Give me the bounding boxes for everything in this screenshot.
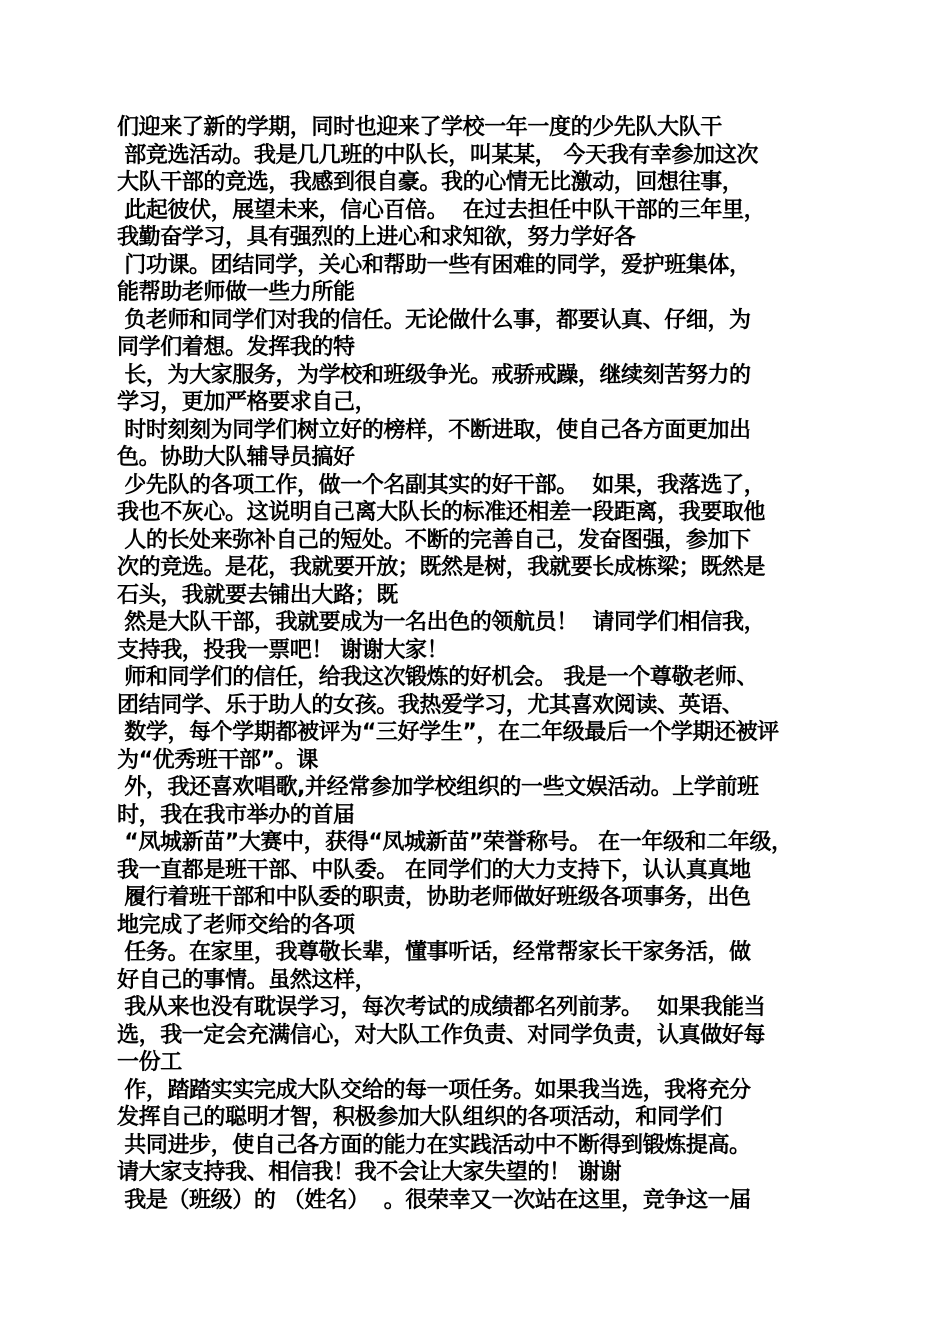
text-line: 作，踏踏实实完成大队交给的每一项任务。如果我当选，我将充分 (117, 1077, 751, 1103)
text-line: 门功课。团结同学，关心和帮助一些有困难的同学，爱护班集体， (117, 252, 751, 278)
text-line: 任务。在家里，我尊敬长辈，懂事听话，经常帮家长干家务活，做 (117, 940, 751, 965)
text-line: 同学们着想。发挥我的特 (117, 335, 355, 360)
text-line: 我也不灰心。这说明自己离大队长的标准还相差一段距离，我要取他 (117, 500, 766, 525)
text-line: “凤城新苗”大赛中，获得“凤城新苗”荣誉称号。 在一年级和二年级， (117, 830, 793, 855)
text-line: 石头，我就要去铺出大路；既 (117, 582, 398, 608)
text-line: 师和同学们的信任，给我这次锻炼的好机会。 我是一个尊敬老师、 (117, 665, 758, 690)
text-line: 能帮助老师做一些力所能 (117, 280, 355, 305)
text-line: 一份工 (117, 1050, 182, 1075)
text-line: 负老师和同学们对我的信任。无论做什么事，都要认真、仔细，为 (117, 307, 751, 333)
text-line: 部竞选活动。我是几几班的中队长，叫某某， 今天我有幸参加这次 (117, 142, 758, 168)
text-line: 长，为大家服务，为学校和班级争光。戒骄戒躁，继续刻苦努力的 (117, 362, 751, 388)
text-line: 此起彼伏，展望未来，信心百倍。 在过去担任中队干部的三年里， (117, 197, 766, 223)
speech-text-block (117, 114, 847, 1214)
text-line: 选，我一定会充满信心，对大队工作负责、对同学负责，认真做好每 (117, 1022, 766, 1048)
text-line: 数学，每个学期都被评为“三好学生”，在二年级最后一个学期还被评 (117, 720, 779, 745)
text-line: 我从来也没有耽误学习，每次考试的成绩都名列前茅。 如果我能当 (117, 995, 766, 1020)
text-line: 为“优秀班干部”。课 (117, 747, 318, 773)
text-line: 发挥自己的聪明才智，积极参加大队组织的各项活动，和同学们 (117, 1105, 722, 1130)
text-line: 团结同学、乐于助人的女孩。我热爱学习，尤其喜欢阅读、英语、 (117, 692, 744, 718)
text-line: 色。协助大队辅导员搞好 (117, 445, 355, 470)
text-line: 少先队的各项工作，做一个名副其实的好干部。 如果，我落选了， (117, 472, 766, 498)
text-line: 我一直都是班干部、中队委。 在同学们的大力支持下，认认真真地 (117, 857, 751, 883)
text-line: 请大家支持我、相信我！我不会让大家失望的！ 谢谢 (117, 1160, 622, 1185)
text-line: 大队干部的竞选，我感到很自豪。我的心情无比激动，回想往事， (117, 170, 744, 195)
text-line: 我勤奋学习，具有强烈的上进心和求知欲，努力学好各 (117, 225, 636, 250)
text-line: 然是大队干部，我就要成为一名出色的领航员！ 请同学们相信我， (117, 610, 766, 635)
text-line: 学习，更加严格要求自己， (117, 390, 377, 415)
text-line: 们迎来了新的学期，同时也迎来了学校一年一度的少先队大队干 (117, 115, 722, 140)
text-line: 我是（班级）的 （姓名） 。很荣幸又一次站在这里，竞争这一届 (117, 1187, 751, 1213)
text-line: 履行着班干部和中队委的职责，协助老师做好班级各项事务，出色 (117, 885, 751, 910)
text-line: 支持我，投我一票吧！ 谢谢大家！ (117, 637, 449, 663)
text-line: 人的长处来弥补自己的短处。不断的完善自己，发奋图强，参加下 (117, 527, 751, 553)
text-line: 共同进步，使自己各方面的能力在实践活动中不断得到锻炼提高。 (117, 1132, 751, 1158)
text-line: 外，我还喜欢唱歌,并经常参加学校组织的一些文娱活动。上学前班 (117, 775, 759, 800)
text-line: 地完成了老师交给的各项 (117, 912, 355, 938)
text-line: 时，我在我市举办的首届 (117, 802, 355, 828)
text-line: 好自己的事情。虽然这样， (117, 967, 377, 993)
text-line: 次的竞选。是花，我就要开放；既然是树，我就要长成栋梁；既然是 (117, 555, 766, 580)
text-line: 时时刻刻为同学们树立好的榜样，不断进取，使自己各方面更加出 (117, 417, 751, 443)
